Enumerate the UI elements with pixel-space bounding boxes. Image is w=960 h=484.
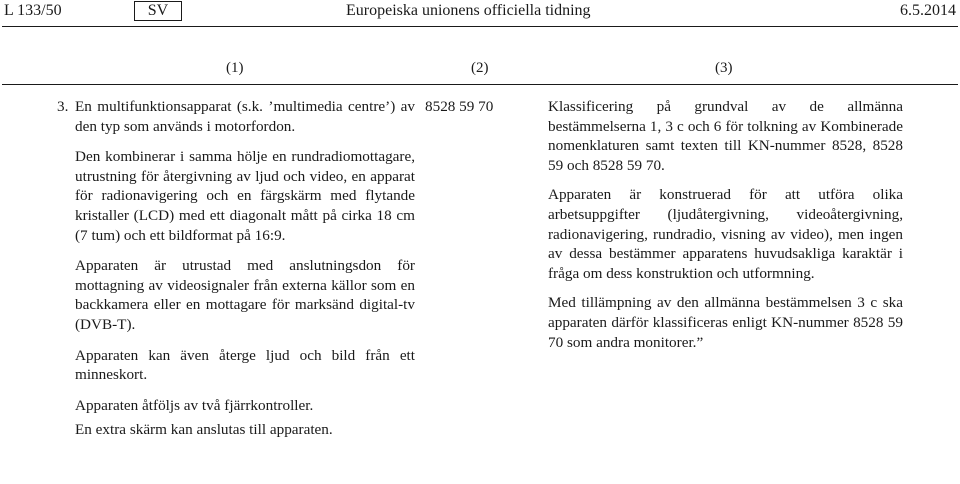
entry-first-line — [57, 97, 415, 147]
table-header-divider — [2, 84, 958, 85]
column-header-1: (1) — [226, 60, 244, 76]
entry-description-intro: En multifunktionsapparat (s.k. ’multimedia centre’) av den typ som används i motorfordon. — [75, 98, 415, 135]
header-divider — [2, 26, 958, 27]
description-paragraph: Apparaten kan även återge ljud och bild från ett minneskort. — [75, 346, 415, 384]
cn-code: 8528 59 70 — [425, 98, 494, 115]
cn-code-column — [425, 97, 535, 117]
entry-number: 3. — [57, 98, 69, 115]
description-paragraphs — [75, 147, 415, 440]
language-badge: SV — [134, 1, 182, 21]
column-header-2: (2) — [471, 60, 489, 76]
journal-title: Europeiska unionens officiella tidning — [346, 2, 591, 19]
description-paragraph: Apparaten åtföljs av två fjärrkontroller. — [75, 396, 314, 414]
reasons-column — [548, 97, 903, 362]
publication-date: 6.5.2014 — [900, 2, 956, 19]
column-header-3: (3) — [715, 60, 733, 76]
description-paragraph: Den kombinerar i samma hölje en rundradiomottagare, utrustning för återgivning av ljud och video, en apparat för radionavigering och en färgskärm med flytande kristaller (LCD) med ett diagonalt mått på cirka 18 cm (7 tum) och ett bildformat på 16:9. — [75, 148, 415, 244]
reason-paragraph: Apparaten är konstruerad för att utföra olika arbetsuppgifter (ljudåtergivning, videoåtergivning, radionavigering, rundradio, visning av video), men ingen av dessa bestämmer apparatens huvudsakliga karaktär i fråga om dess konstruktion och utformning. — [548, 186, 903, 282]
page-header — [0, 0, 960, 24]
reason-paragraph: Med tillämpning av den allmänna bestämmelsen 3 c ska apparaten därför klassificeras enligt KN-nummer 8528 59 70 som andra monitorer.” — [548, 294, 903, 351]
description-paragraph: Apparaten är utrustad med anslutningsdon för mottagning av videosignaler från externa källor som en backkamera eller en mottagare för marksänd digital-tv (DVB-T). — [75, 257, 415, 333]
description-paragraph: En extra skärm kan anslutas till apparaten. — [75, 421, 333, 439]
page-reference: L 133/50 — [4, 2, 62, 19]
reason-paragraph: Klassificering på grundval av de allmänna bestämmelserna 1, 3 c och 6 för tolkning av Kombinerade nomenklaturen samt texten till KN-nummer 8528, 8528 59 och 8528 59 70. — [548, 98, 903, 174]
description-column — [57, 97, 415, 445]
